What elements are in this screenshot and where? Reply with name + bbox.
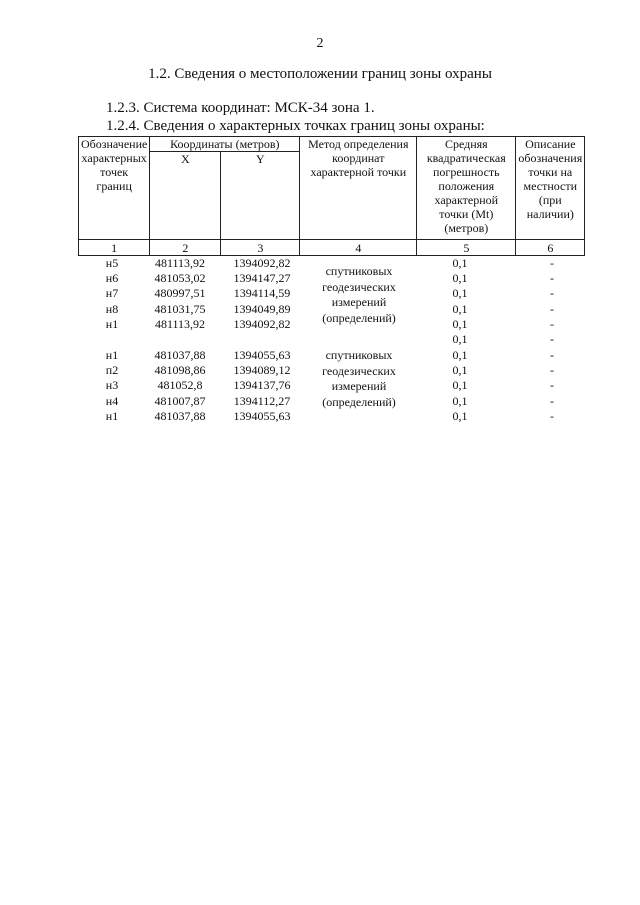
error-value: 0,1 xyxy=(452,393,468,408)
error-value: 0,1 xyxy=(452,331,468,346)
points-table-header xyxy=(78,136,585,256)
x-value: 481113,92 xyxy=(154,256,206,270)
description-value: - xyxy=(550,301,554,316)
col-number: 3 xyxy=(221,240,300,256)
col-number: 1 xyxy=(79,240,150,256)
description-value: - xyxy=(550,378,554,393)
y-column xyxy=(222,256,302,332)
x-column xyxy=(144,348,216,424)
col-number: 4 xyxy=(300,240,417,256)
y-value: 1394092,82 xyxy=(233,256,291,270)
error-value: 0,1 xyxy=(452,348,468,362)
description-column xyxy=(532,256,572,347)
description-value: - xyxy=(550,316,554,331)
point-id-column xyxy=(92,348,132,424)
error-value: 0,1 xyxy=(452,316,468,331)
y-value: 1394112,27 xyxy=(233,393,291,408)
y-value: 1394049,89 xyxy=(233,301,291,316)
page-number: 2 xyxy=(316,36,324,51)
header-x: X xyxy=(150,152,221,240)
y-column xyxy=(222,348,302,424)
y-value: 1394114,59 xyxy=(233,286,291,301)
x-value: 480997,51 xyxy=(154,286,206,301)
header-method: Метод определения координат характерной точки xyxy=(300,137,417,240)
points-heading: 1.2.4. Сведения о характерных точках границ зоны охраны: xyxy=(106,118,485,134)
description-value: - xyxy=(550,408,554,423)
x-value: 481037,88 xyxy=(154,408,206,423)
error-value: 0,1 xyxy=(452,408,468,423)
method-text: спутниковых геодезических измерений (определений) xyxy=(322,348,396,409)
x-value: 481053,02 xyxy=(154,271,206,286)
error-value: 0,1 xyxy=(452,256,468,270)
x-column xyxy=(144,256,216,332)
error-value: 0,1 xyxy=(452,301,468,316)
x-value: 481037,88 xyxy=(154,348,206,362)
header-description: Описание обозначения точки на местности (при наличии) xyxy=(516,137,585,240)
error-value: 0,1 xyxy=(452,378,468,393)
description-value: - xyxy=(550,331,554,346)
description-value: - xyxy=(550,348,554,362)
point-id: п2 xyxy=(105,363,119,378)
x-value: 481098,86 xyxy=(154,363,206,378)
point-id: н1 xyxy=(105,348,119,362)
point-id-column xyxy=(92,256,132,332)
header-error: Средняя квадратическая погрешность положения характерной точки (Mt) (метров) xyxy=(417,137,516,240)
y-value: 1394137,76 xyxy=(233,378,291,393)
description-value: - xyxy=(550,393,554,408)
y-value: 1394147,27 xyxy=(233,271,291,286)
header-designation: Обозначение характерных точек границ xyxy=(79,137,150,240)
section-title: 1.2. Сведения о местоположении границ зоны охраны xyxy=(148,66,492,82)
point-id: н8 xyxy=(105,301,119,316)
error-value: 0,1 xyxy=(452,286,468,301)
coord-system-line: 1.2.3. Система координат: МСК-34 зона 1. xyxy=(106,100,375,116)
error-column xyxy=(432,348,488,424)
point-id: н1 xyxy=(105,408,119,423)
description-value: - xyxy=(550,256,554,270)
description-column xyxy=(532,348,572,424)
point-id: н6 xyxy=(105,271,119,286)
method-text: спутниковых геодезических измерений (определений) xyxy=(322,264,396,325)
description-value: - xyxy=(550,363,554,378)
y-value: 1394089,12 xyxy=(233,363,291,378)
x-value: 481031,75 xyxy=(154,301,206,316)
y-value: 1394092,82 xyxy=(233,316,291,331)
y-value: 1394055,63 xyxy=(233,408,291,423)
error-value: 0,1 xyxy=(452,271,468,286)
point-id: н4 xyxy=(105,393,119,408)
col-number: 6 xyxy=(516,240,585,256)
col-number: 2 xyxy=(150,240,221,256)
point-id: н3 xyxy=(105,378,119,393)
col-number: 5 xyxy=(417,240,516,256)
error-value: 0,1 xyxy=(452,363,468,378)
point-id: н7 xyxy=(105,286,119,301)
header-y: Y xyxy=(221,152,300,240)
description-value: - xyxy=(550,286,554,301)
x-value: 481113,92 xyxy=(154,316,206,331)
header-coords: Координаты (метров) xyxy=(150,137,300,152)
point-id: н1 xyxy=(105,316,119,331)
point-id: н5 xyxy=(105,256,119,270)
description-value: - xyxy=(550,271,554,286)
x-value: 481007,87 xyxy=(154,393,206,408)
x-value: 481052,8 xyxy=(157,378,203,393)
error-column xyxy=(432,256,488,347)
y-value: 1394055,63 xyxy=(233,348,291,362)
